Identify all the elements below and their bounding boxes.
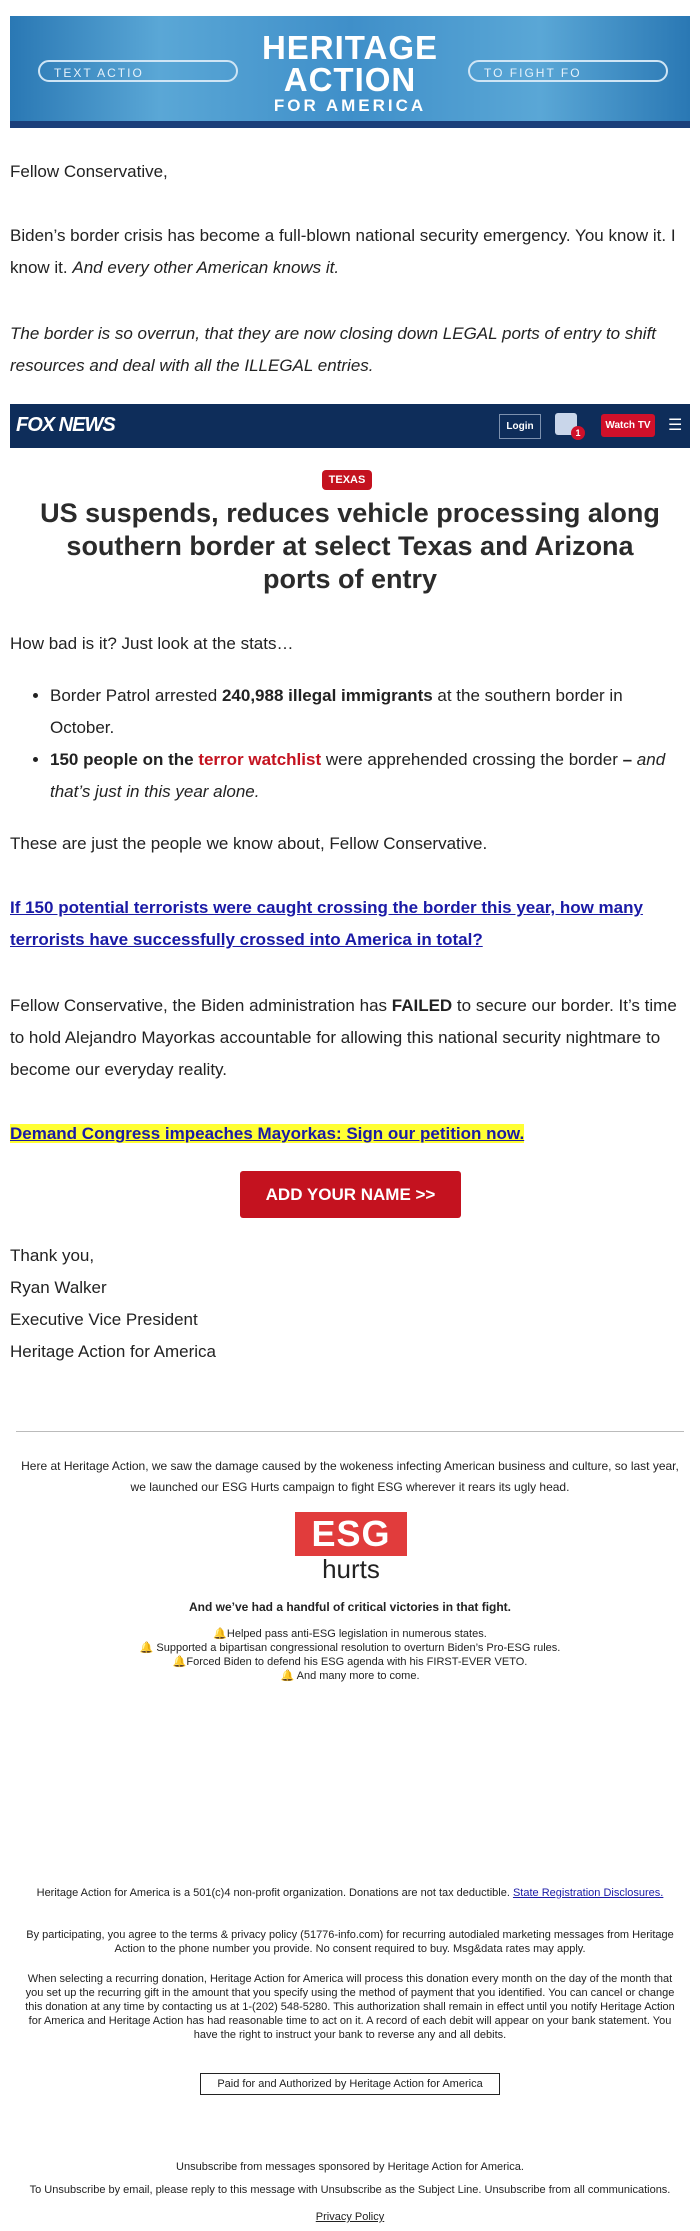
unsubscribe-email: To Unsubscribe by email, please reply to this message with Unsubscribe as the Subject Line. Unsubscribe from all communications.	[29, 2184, 671, 2196]
stat-bullet-arrests: • Border Patrol arrested 240,988 illegal immigrants at the southern border in October.	[50, 680, 690, 744]
victories-heading: And we’ve had a handful of critical victories in that fight.	[188, 1600, 512, 1614]
nonprofit-disclosure: Heritage Action for America is a 501(c)4 non-profit organization. Donations are not tax deductible. State Registration Disclosures.	[36, 1887, 664, 1899]
failed-text: FAILED	[391, 996, 453, 1015]
terrorists-question-link[interactable]: If 150 potential terrorists were caught crossing the border this year, how many terrorists have successfully crossed into America in total?	[10, 898, 643, 949]
sms-disclosure: By participating, you agree to the terms & privacy policy (51776-info.com) for recurring autodialed marketing messages from Heritage Action to the phone number you provide. No consent required to buy. Msg&data rates may apply.	[26, 1929, 674, 1955]
stats-intro: How bad is it? Just look at the stats…	[10, 634, 294, 653]
esg-logo-box: ESG	[295, 1512, 407, 1556]
paragraph-people-we-know: These are just the people we know about, Fellow Conservative.	[10, 834, 488, 853]
victory-item: 🔔 And many more to come.	[280, 1670, 420, 1682]
unsubscribe-sponsored: Unsubscribe from messages sponsored by Heritage Action for America.	[176, 2161, 524, 2173]
paid-for-box: Paid for and Authorized by Heritage Action for America	[200, 2073, 500, 2095]
esg-intro: Here at Heritage Action, we saw the damage caused by the wokeness infecting American business and culture, so last year, we launched our ESG Hurts campaign to fight ESG wherever it rears its ugly head.	[21, 1459, 679, 1494]
hamburger-menu-icon: ☰	[668, 417, 683, 434]
notification-badge: 1	[571, 426, 585, 440]
privacy-policy-row	[10, 2210, 690, 2224]
state-registration-link[interactable]: State Registration Disclosures.	[512, 1887, 664, 1899]
sign-name: Ryan Walker	[10, 1278, 107, 1297]
stat-bullet-watchlist: • 150 people on the terror watchlist were apprehended crossing the border – and that’s just in this year alone.	[50, 744, 690, 808]
banner-pill-left: TEXT ACTIO	[38, 60, 238, 82]
fox-news-logo: FOX NEWS	[16, 414, 115, 436]
banner-pill-right: TO FIGHT FO	[468, 60, 668, 82]
logo-line-2: ACTION	[283, 61, 417, 98]
bell-icon: 🔔	[280, 1670, 295, 1682]
divider	[16, 1431, 684, 1432]
logo-line-1: HERITAGE	[261, 29, 439, 66]
recurring-disclosure: When selecting a recurring donation, Heritage Action for America will process this donation every month on the day of the month that you set up the recurring gift in the amount that you specify using the method of payment that you identified. You can cancel or change this donation at any time by contacting us at 1-(202) 548-5280. This authorization shall remain in effect until you notify Heritage Action for America and Heritage Action has had reasonable time to act on it. A record of each debit will appear on your bank statement. You have the right to instruct your bank to reverse any and all debits.	[25, 1973, 675, 2041]
add-your-name-button[interactable]: ADD YOUR NAME >>	[240, 1171, 461, 1218]
header-banner	[10, 16, 690, 128]
greeting: Fellow Conservative,	[10, 162, 168, 181]
texas-tag: TEXAS	[322, 470, 372, 490]
logo-line-3: FOR AMERICA	[273, 96, 427, 115]
stats-list	[10, 680, 690, 808]
watch-tv-button: Watch TV	[601, 414, 655, 437]
paragraph-failed: Fellow Conservative, the Biden administration has FAILED to secure our border. It’s time to hold Alejandro Mayorkas accountable for allowing this national security nightmare to become our everyday reality.	[10, 996, 677, 1079]
bell-icon: 🔔	[172, 1656, 187, 1668]
terror-watchlist-text: terror watchlist	[198, 750, 322, 769]
petition-link[interactable]: Demand Congress impeaches Mayorkas: Sign our petition now.	[10, 1124, 525, 1143]
petition-link-paragraph	[10, 1118, 690, 1150]
fox-login-button: Login	[499, 414, 541, 439]
bell-icon: 🔔	[213, 1628, 227, 1640]
esg-logo-hurts: hurts	[322, 1554, 380, 1584]
sign-title: Executive Vice President	[10, 1310, 198, 1329]
bell-icon: 🔔	[139, 1642, 154, 1654]
p1-text: Biden’s border crisis has become a full-blown national security emergency. You know it. I know it.	[10, 226, 676, 277]
p1-italic: And every other American knows it.	[72, 258, 340, 277]
privacy-policy-link[interactable]: Privacy Policy	[315, 2211, 385, 2223]
heritage-action-logo	[250, 29, 450, 116]
paragraph-ports: The border is so overrun, that they are now closing down LEGAL ports of entry to shift resources and deal with all the ILLEGAL entries.	[10, 324, 657, 375]
victory-item: 🔔Helped pass anti-ESG legislation in numerous states.	[213, 1628, 487, 1640]
sign-thank-you: Thank you,	[10, 1246, 95, 1265]
paragraph-border-crisis	[10, 220, 690, 284]
esg-hurts-logo	[295, 1512, 407, 1588]
fox-headline: US suspends, reduces vehicle processing along southern border at select Texas and Arizona ports of entry	[40, 498, 660, 594]
sign-org: Heritage Action for America	[10, 1342, 216, 1361]
fox-news-bar	[10, 404, 690, 448]
stat-number: 240,988 illegal immigrants	[221, 686, 433, 705]
victory-item: 🔔Forced Biden to defend his ESG agenda with his FIRST-EVER VETO.	[172, 1656, 528, 1668]
victory-item: 🔔 Supported a bipartisan congressional resolution to overturn Biden’s Pro-ESG rules.	[139, 1642, 561, 1654]
banner-stripe	[10, 121, 690, 128]
